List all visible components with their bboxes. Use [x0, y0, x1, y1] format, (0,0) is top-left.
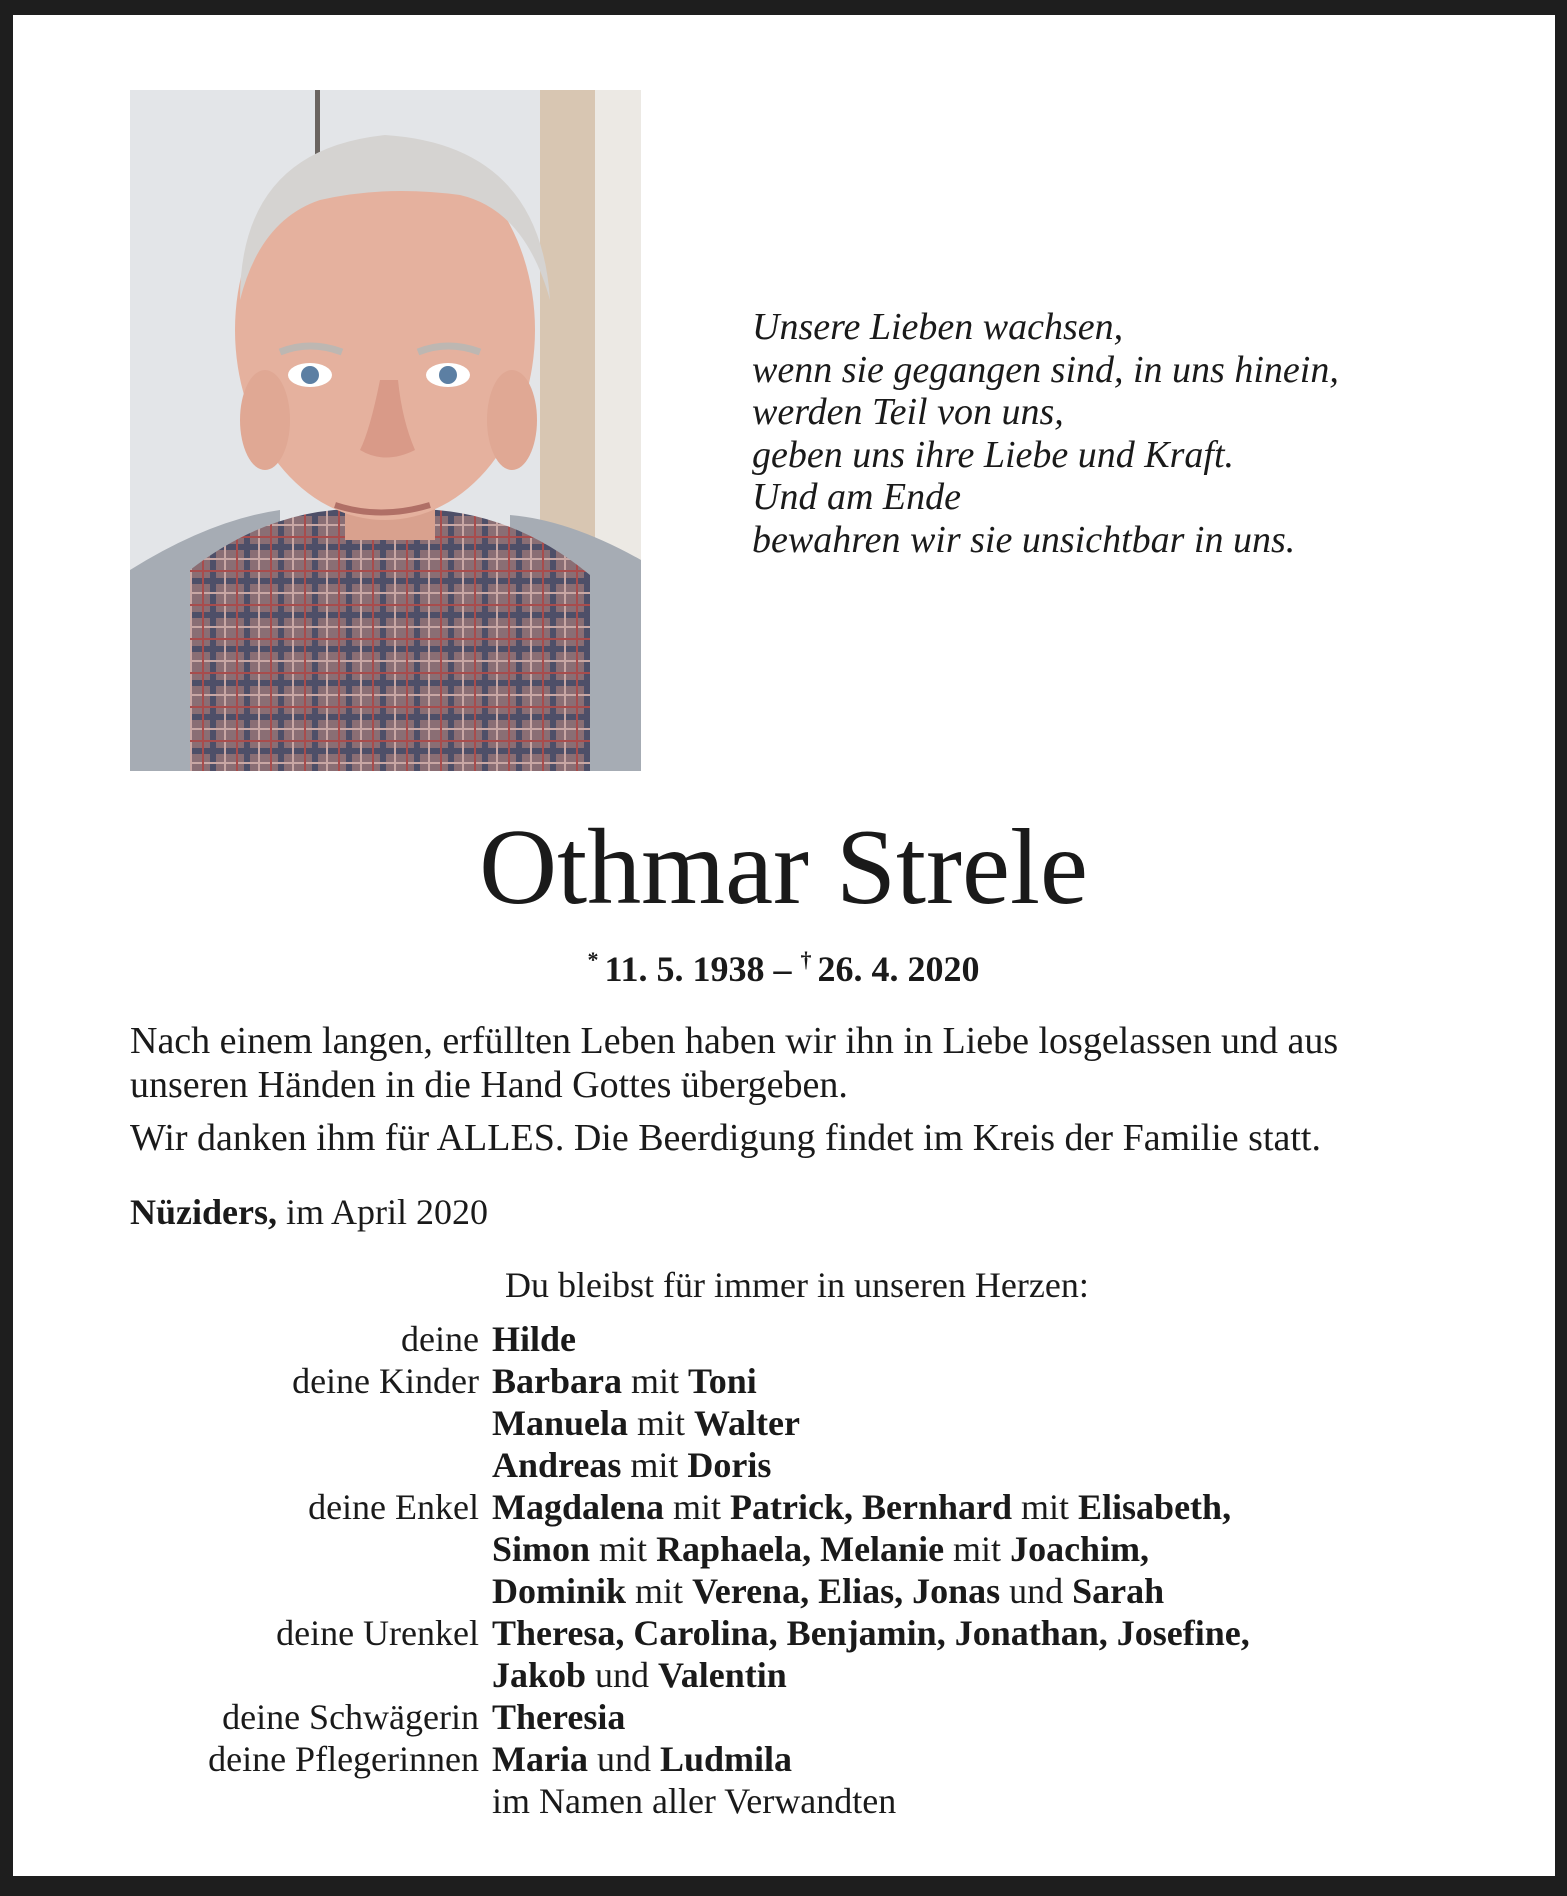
family-member-name: Theresa, Carolina, Benjamin, Jonathan, Josefine,: [492, 1613, 1250, 1653]
family-member-name: Theresia: [492, 1697, 626, 1737]
connector-text: mit: [664, 1487, 731, 1527]
family-member-name: Andreas: [492, 1445, 622, 1485]
family-member-name: Hilde: [492, 1319, 577, 1359]
family-row: [0, 1780, 1567, 1822]
family-names: [492, 1360, 757, 1402]
portrait-photo: [130, 90, 641, 771]
family-row: [0, 1444, 1567, 1486]
family-member-name: Patrick, Bernhard: [730, 1487, 1013, 1527]
family-row: [0, 1486, 1567, 1528]
place-town: Nüziders,: [130, 1192, 277, 1232]
family-names: [492, 1318, 576, 1360]
relation-label: [0, 1780, 492, 1822]
family-intro: Du bleibst für immer in unseren Herzen:: [505, 1265, 1089, 1305]
connector-text: mit: [621, 1445, 688, 1485]
family-member-name: Sarah: [1072, 1571, 1165, 1611]
life-dates: [0, 938, 1567, 991]
family-names: [492, 1696, 625, 1738]
family-row: [0, 1654, 1567, 1696]
family-list: [0, 1318, 1567, 1822]
connector-text: und: [1000, 1571, 1073, 1611]
place-and-date: [130, 1191, 488, 1233]
relation-label: [0, 1654, 492, 1696]
connector-text: mit: [1012, 1487, 1079, 1527]
family-member-name: Doris: [687, 1445, 772, 1485]
family-row: [0, 1570, 1567, 1612]
family-member-name: Walter: [694, 1403, 800, 1443]
relation-label: deine Schwägerin: [222, 1697, 479, 1737]
relation-label: deine Pflegerinnen: [208, 1739, 479, 1779]
family-row: [0, 1360, 1567, 1402]
family-names: [492, 1654, 787, 1696]
poem-line: bewahren wir sie unsichtbar in uns.: [752, 518, 1296, 561]
birth-star-icon: *: [587, 947, 599, 972]
relation-label: [0, 1528, 492, 1570]
family-member-name: Raphaela, Melanie: [656, 1529, 945, 1569]
connector-text: und: [587, 1739, 660, 1779]
birth-date: 11. 5. 1938: [604, 949, 765, 989]
relation-label: [0, 1444, 492, 1486]
family-names: [492, 1738, 792, 1780]
family-row: [0, 1738, 1567, 1780]
place-date: im April 2020: [277, 1192, 489, 1232]
family-member-name: Jakob: [492, 1655, 587, 1695]
family-names: [492, 1486, 1231, 1528]
connector-text: mit: [590, 1529, 657, 1569]
family-member-name: Verena, Elias, Jonas: [692, 1571, 1001, 1611]
family-names: [492, 1444, 771, 1486]
connector-text: mit: [626, 1571, 693, 1611]
message-paragraph: Nach einem langen, erfüllten Leben haben wir ihn in Liebe losgelassen und aus unseren Händen in die Hand Gottes übergeben.: [130, 1020, 1339, 1106]
deceased-name: Othmar Strele: [479, 808, 1088, 927]
family-names: [492, 1570, 1164, 1612]
poem-line: werden Teil von uns,: [752, 391, 1064, 433]
connector-text: mit: [628, 1403, 695, 1443]
relation-label: deine Enkel: [308, 1487, 479, 1527]
family-member-name: Valentin: [658, 1655, 787, 1695]
family-member-name: Toni: [688, 1361, 757, 1401]
relation-label: deine Urenkel: [276, 1613, 479, 1653]
obituary-message: [130, 1019, 1450, 1169]
family-row: [0, 1612, 1567, 1654]
date-separator: –: [764, 949, 801, 989]
family-row: [0, 1528, 1567, 1570]
family-member-name: Joachim,: [1010, 1529, 1150, 1569]
family-row: [0, 1696, 1567, 1738]
family-member-name: Elisabeth,: [1078, 1487, 1232, 1527]
family-row: [0, 1402, 1567, 1444]
connector-text: und: [586, 1655, 659, 1695]
relation-label: deine Kinder: [292, 1361, 479, 1401]
family-names: [492, 1612, 1250, 1654]
message-paragraph: Wir danken ihm für ALLES. Die Beerdigung findet im Kreis der Familie statt.: [130, 1117, 1321, 1159]
memorial-poem: [752, 306, 1339, 561]
family-member-name: Dominik: [492, 1571, 627, 1611]
death-cross-icon: †: [800, 947, 812, 972]
family-member-name: Manuela: [492, 1403, 629, 1443]
relation-label: [0, 1402, 492, 1444]
family-member-name: Simon: [492, 1529, 591, 1569]
family-names: [492, 1780, 896, 1822]
family-names: [492, 1528, 1149, 1570]
family-member-name: Ludmila: [659, 1739, 793, 1779]
family-member-name: Maria: [492, 1739, 588, 1779]
family-member-name: Magdalena: [492, 1487, 665, 1527]
connector-text: im Namen aller Verwandten: [492, 1781, 897, 1821]
family-names: [492, 1402, 800, 1444]
family-row: [0, 1318, 1567, 1360]
relation-label: deine: [401, 1319, 479, 1359]
connector-text: mit: [622, 1361, 689, 1401]
relation-label: [0, 1570, 492, 1612]
connector-text: mit: [944, 1529, 1011, 1569]
family-member-name: Barbara: [492, 1361, 622, 1401]
poem-line: Und am Ende: [752, 476, 961, 518]
poem-line: geben uns ihre Liebe und Kraft.: [752, 433, 1234, 476]
poem-line: Unsere Lieben wachsen,: [752, 306, 1124, 348]
death-date: 26. 4. 2020: [817, 949, 980, 989]
poem-line: wenn sie gegangen sind, in uns hinein,: [752, 348, 1339, 391]
